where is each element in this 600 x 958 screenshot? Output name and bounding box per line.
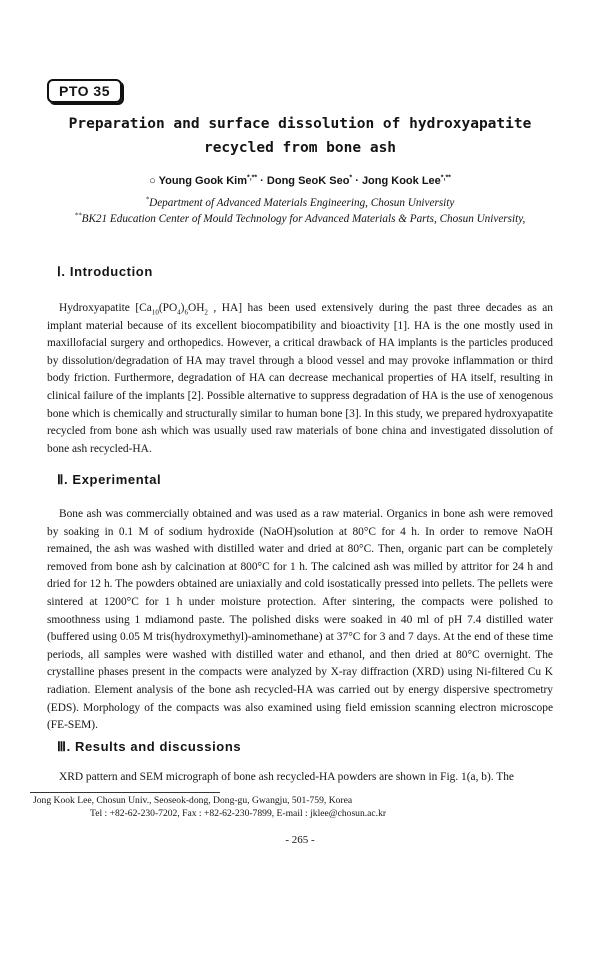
formula-subscript: 2 xyxy=(204,308,208,317)
affiliation-1-text: Department of Advanced Materials Engineering, Chosun University xyxy=(149,197,455,209)
page-number: - 265 - xyxy=(285,834,315,846)
intro-text: (PO xyxy=(158,302,178,314)
affiliation-1-mark: * xyxy=(145,195,150,204)
affiliation-2-text: BK21 Education Center of Mould Technology for Advanced Materials & Parts, Chosun University, xyxy=(81,213,526,225)
author-2: Dong SeoK Seo xyxy=(266,175,350,187)
title-line-1: Preparation and surface dissolution of hydroxyapatite xyxy=(68,116,532,132)
presenter-marker: ○ xyxy=(149,175,156,187)
formula-subscript: 4 xyxy=(177,308,181,317)
introduction-paragraph xyxy=(47,300,553,458)
footnote-rule xyxy=(30,792,220,793)
title-line-2: recycled from bone ash xyxy=(203,140,397,156)
author-3-affil-mark: *,** xyxy=(440,174,451,182)
formula-subscript: 10 xyxy=(151,308,159,317)
results-heading: Ⅲ. Results and discussions xyxy=(57,739,242,754)
footnote-contact: Tel : +82-62-230-7202, Fax : +82-62-230-7899, E-mail : jklee@chosun.ac.kr xyxy=(90,808,387,819)
author-separator: · xyxy=(352,175,362,187)
intro-text: OH xyxy=(187,302,205,314)
author-3: Jong Kook Lee xyxy=(361,175,441,187)
intro-text: , HA] has been used extensively during the past three decades as an implant material because of its excellent biocompatibility and bioactivity [1]. HA is the one mostly used in maxillofacial surgery and orthopedics. However, a critical drawback of HA implants is the particles produced by dissolution/degradation of HA may travel through a blood vessel and may provoke inflammation or third body friction. Furthermore, degradation of HA can decrease mechanical properties of HA itself, resulting in clinical failure of the implants [2]. Possible alternative to suppress degradation of HA is the use of xenogenous bone which is chemically and structurally similar to human bone [3]. In this study, we prepared hydroxyapatite recycled from bone ash which was usually used raw materials of bone china and investigated dissolution of bone ash recycled-HA. xyxy=(47,302,554,455)
formula-subscript: 6 xyxy=(184,308,188,317)
experimental-paragraph: Bone ash was commercially obtained and was used as a raw material. Organics in bone ash were removed by soaking in 0.1 M of sodium hydroxide (NaOH)solution at 80°C for 4 h. In order to remove NaOH remained, the ash was washed with distilled water and dried at 80°C. Then, organic part can be completely removed from bone ash by calcination at 800°C for 1 h. The calcined ash was milled by attritor for 24 h and dried for 12 h. The powders obtained are uniaxially and cold isostatically pressed into pellets. The pellets were sintered at 1200°C for 1 h under moisture protection. After sintering, the compacts were polished to smoothness using 1 mdiamond paste. The polished disks were soaked in 40 ml of pH 7.4 distilled water (buffered using 0.05 M tris(hydroxymethyl)-aminomethane) at 37°C for 3 and 7 days. At the end of these time periods, all samples were washed with distilled water and ethanol, and then dried at 80°C overnight. The crystalline phases present in the compacts were analyzed by X-ray diffraction (XRD) using Ni-filtered Cu K radiation. Element analysis of the bone ash recycled-HA was carried out by energy dispersive spectrometry (EDS). Morphology of the compacts was also examined using field emission scanning electron microscope (FE-SEM). xyxy=(47,508,553,732)
experimental-heading: Ⅱ. Experimental xyxy=(57,472,162,487)
paper-title xyxy=(40,112,560,160)
author-1: Young Gook Kim xyxy=(158,175,247,187)
footnote-address: Jong Kook Lee, Chosun Univ., Seoseok-dong, Dong-gu, Gwangju, 501-759, Korea xyxy=(33,795,353,806)
session-code-badge: PTO 35 xyxy=(47,79,122,103)
affiliation-1 xyxy=(40,196,560,211)
intro-text: ) xyxy=(180,302,185,314)
affiliation-2 xyxy=(40,212,560,227)
introduction-heading: Ⅰ. Introduction xyxy=(57,264,153,279)
author-list xyxy=(40,175,560,187)
affiliation-2-mark: ** xyxy=(74,211,82,220)
intro-text: Hydroxyapatite [Ca xyxy=(59,302,152,314)
author-separator: · xyxy=(257,175,267,187)
author-1-affil-mark: *,** xyxy=(247,174,258,182)
author-2-affil-mark: * xyxy=(349,174,353,182)
results-paragraph: XRD pattern and SEM micrograph of bone ash recycled-HA powders are shown in Fig. 1(a, b). The xyxy=(59,771,514,783)
